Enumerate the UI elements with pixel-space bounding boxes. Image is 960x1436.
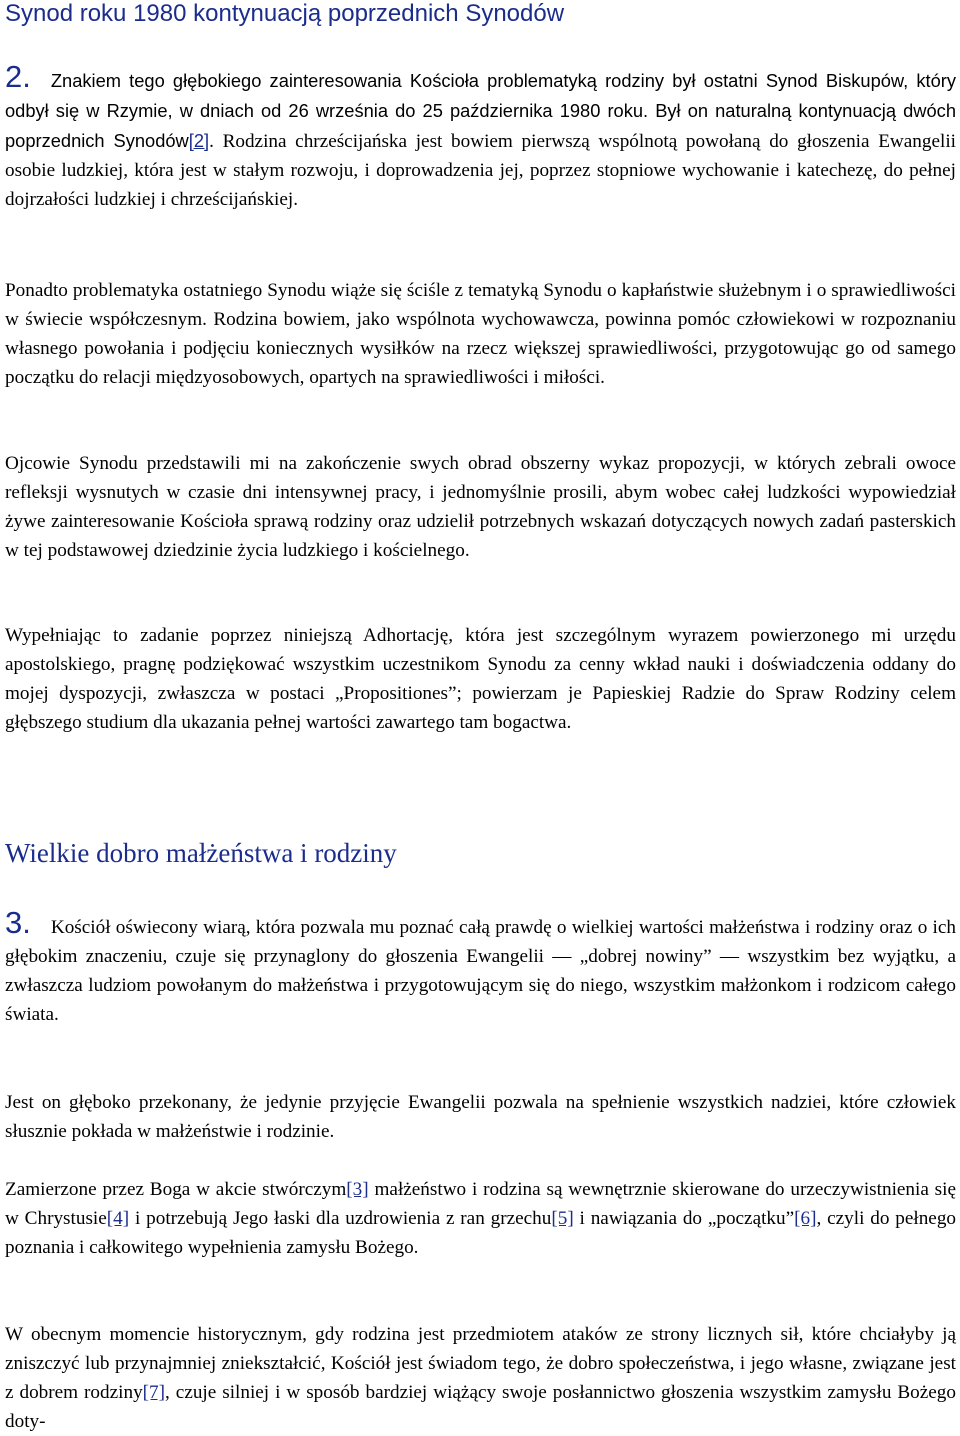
paragraph-jest: Jest on głęboko przekonany, że jedynie przyjęcie Ewangelii pozwala na spełnienie wszystkich nadziei, które człowiek słusznie pokłada w małżeństwie i rodzinie.: [5, 1092, 956, 1143]
footnote-link-7[interactable]: [7]: [142, 1382, 166, 1404]
footnote-link-5[interactable]: [5]: [551, 1208, 574, 1230]
paragraph-2-text-a: Znakiem tego głębokiego zainteresowania Kościoła problematyką rodziny był ostatni Synod Biskupów, który odbył się w Rzymie, w dniach od 26 września do 25 października 1980 roku. Był on naturalną kontynuacją dwóch poprzednich Synodów: [5, 70, 956, 152]
paragraph-number: 2.: [5, 59, 31, 94]
paragraph-zamierzone-text-e: , czyli do pełnego poznania i całkowitego wypełnienia zamysłu Bożego.: [5, 1208, 957, 1259]
footnote-link-2[interactable]: [2]: [188, 130, 210, 152]
section-heading-synod: Synod roku 1980 kontynuacją poprzednich Synodów: [5, 0, 565, 27]
paragraph-ponadto-text-a: Ponadto problematyka ostatniego Synodu wiąże się ściśle z tematyką Synodu o kapłaństwie służebnym i o sprawiedliwości w świecie współczesnym.: [5, 280, 956, 331]
paragraph-zamierzone-text-a: Zamierzone przez Boga w akcie stwórczym: [5, 1179, 347, 1200]
section-heading-dobro: Wielkie dobro małżeństwa i rodziny: [5, 838, 397, 868]
paragraph-zamierzone-text-d: i nawiązania do „początku”: [573, 1208, 795, 1230]
paragraph-ponadto: [5, 276, 956, 392]
footnote-link-4[interactable]: [4]: [106, 1208, 130, 1230]
paragraph-ponadto-text-b: Rodzina bowiem, jako wspólnota wychowawcza, powinna pomóc człowiekowi w rozpoznaniu własnego powołania i podjęciu koniecznych wysiłków na rzecz większej sprawiedliwości, przygotowując go od samego początku do relacji międzyosobowych, opartych na sprawiedliwości i miłości.: [5, 309, 956, 389]
paragraph-ojcowie: Ojcowie Synodu przedstawili mi na zakończenie swych obrad obszerny wykaz propozycji, w których zebrali owoce refleksji wysnutych w czasie dni intensywnej pracy, i jednomyślnie prosili, abym wobec całej ludzkości wypowiedział żywe zainteresowanie Kościoła sprawą rodziny oraz udzielił potrzebnych wskazań dotyczących nowych zadań pasterskich w tej podstawowej dziedzinie życia ludzkiego i kościelnego.: [5, 453, 956, 562]
paragraph-zamierzone-text-c: i potrzebują Jego łaski dla uzdrowienia z ran grzechu: [129, 1208, 552, 1230]
paragraph-3-text: Kościół oświecony wiarą, która pozwala mu poznać całą prawdę o wielkiej wartości małżeństwa i rodziny oraz o ich głębokim znaczeniu, czuje się przynaglony do głoszenia Ewangelii — „dobrej nowiny” — wszystkim bez wyjątku, a zwłaszcza ludziom powołanym do małżeństwa i przygotowującym się do niego, wszystkim małżonkom i rodzicom całego świata.: [5, 917, 956, 1026]
paragraph-zamierzone: [5, 1175, 956, 1262]
paragraph-obecnym: [5, 1320, 956, 1436]
paragraph-2: [5, 59, 956, 214]
paragraph-wypelniajac: Wypełniając to zadanie poprzez niniejszą Adhortację, która jest szczególnym wyrazem powierzonego mi urzędu apostolskiego, pragnę podziękować wszystkim uczestnikom Synodu za cenny wkład nauki i doświadczenia oddany do mojej dyspozycji, zwłaszcza w postaci „Propositiones”; powierzam je Papieskiej Radzie do Spraw Rodziny celem głębszego studium dla ukazania pełnej wartości zawartego tam bogactwa.: [5, 625, 956, 734]
paragraph-obecnym-text-a: W obecnym momencie historycznym, gdy rodzina jest przedmiotem ataków ze strony licznych sił, które chciałyby ją zniszczyć lub przynajmniej zniekształcić, Kościół jest świadom tego, że dobro społeczeństwa, i jego własne, związane jest z dobrem rodziny: [5, 1324, 956, 1404]
paragraph-zamierzone-text-b: małżeństwo i rodzina są wewnętrznie skierowane do urzeczywistnienia się w Chrystusie: [5, 1179, 956, 1230]
footnote-link-3[interactable]: [3]: [346, 1179, 369, 1200]
footnote-link-6[interactable]: [6]: [794, 1208, 817, 1230]
paragraph-number: 3.: [5, 905, 31, 940]
paragraph-2-text-b: . Rodzina chrześcijańska jest bowiem pierwszą wspólnotą powołaną do głoszenia Ewangelii osobie ludzkiej, która jest w stałym rozwoju, i doprowadzenia jej, poprzez stopniowe wychowanie i katechezę, do pełnej dojrzałości ludzkiej i chrześcijańskiej.: [5, 131, 956, 211]
paragraph-3: [5, 905, 956, 1029]
paragraph-obecnym-text-b: , czuje silniej i w sposób bardziej wiążący swoje posłannictwo głoszenia wszystkim zamysłu Bożego doty-: [5, 1382, 956, 1433]
